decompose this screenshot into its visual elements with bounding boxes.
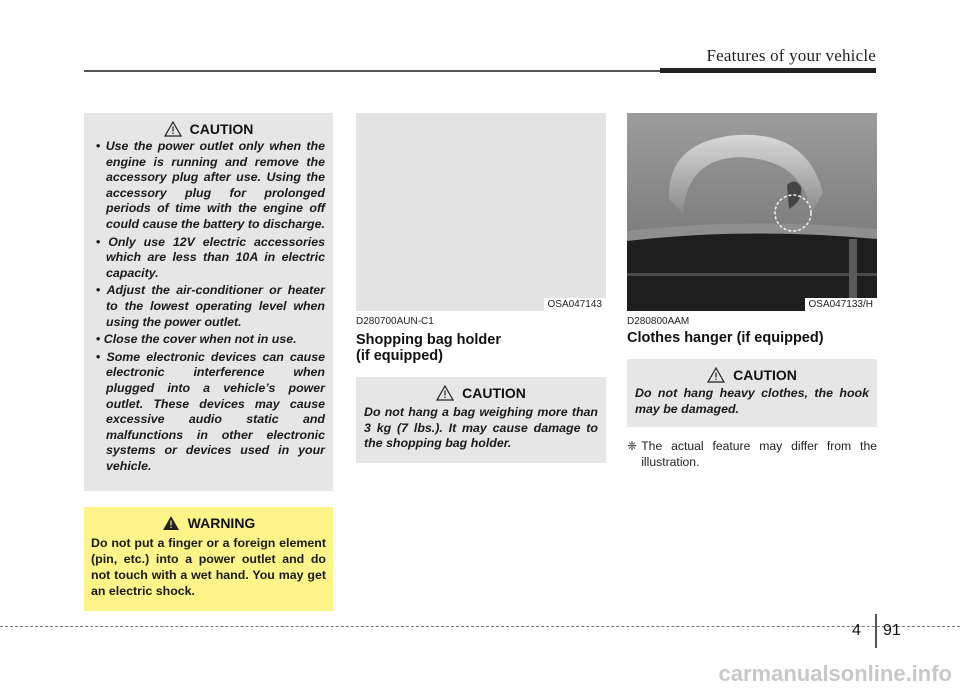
caution-list: [92, 139, 325, 474]
shopping-bag-caution-box: [356, 377, 606, 463]
caution-heading-label: CAUTION: [733, 367, 797, 383]
watermark: carmanualsonline.info: [718, 661, 952, 686]
warning-triangle-icon: [162, 515, 180, 531]
illustration-note: [627, 439, 877, 470]
page-number: 91: [883, 622, 901, 639]
image-code: OSA047143: [544, 298, 607, 311]
caution-item: • Use the power outlet only when the engine is running and remove the accessory plug after use. Using the accessory plug for prolonged periods of time with the engine off could cause the battery to discharge.: [92, 139, 325, 233]
page-header-title: Features of your vehicle: [706, 46, 876, 65]
section-title: Clothes hanger (if equipped): [627, 330, 824, 346]
clothes-hanger-caution-box: [627, 359, 877, 427]
caution-text: Do not hang heavy clothes, the hook may be damaged.: [635, 386, 869, 416]
caution-heading: [635, 367, 869, 383]
note-text: The actual feature may differ from the illustration.: [641, 439, 877, 469]
section-title: [356, 332, 606, 364]
section-code: D280800AAM: [627, 316, 690, 327]
footer-divider: [875, 614, 877, 648]
header-rule-accent: [660, 68, 876, 73]
caution-item: • Adjust the air-conditioner or heater to the lowest operating level when using the power outlet.: [92, 283, 325, 330]
caution-item: • Only use 12V electric accessories which are less than 10A in electric capacity.: [92, 235, 325, 282]
caution-triangle-icon: [436, 385, 454, 401]
caution-triangle-icon: [164, 121, 182, 137]
caution-triangle-icon: [707, 367, 725, 383]
caution-heading-label: CAUTION: [189, 121, 254, 137]
shopping-bag-holder-image: [356, 113, 606, 311]
section-title-line: Shopping bag holder: [356, 332, 501, 348]
clothes-hanger-image: [627, 113, 877, 311]
image-code: OSA047133/H: [805, 298, 878, 311]
caution-heading: [364, 385, 598, 401]
caution-heading: [92, 121, 325, 137]
caution-heading-label: CAUTION: [462, 385, 526, 401]
warning-box: [84, 507, 333, 611]
clothes-hanger-illustration: [627, 113, 877, 311]
warning-heading-label: WARNING: [187, 515, 256, 531]
warning-heading: [91, 515, 326, 531]
section-title-line: (if equipped): [356, 348, 443, 364]
caution-text: Do not hang a bag weighing more than 3 kg (7 lbs.). It may cause damage to the shopping bag holder.: [364, 405, 598, 451]
footer-rule: [0, 626, 960, 627]
section-code: D280700AUN-C1: [356, 316, 434, 327]
caution-item: • Some electronic devices can cause electronic interference when plugged into a vehicle’s power outlet. These devices may cause excessive audio static and malfunctions in other electronic systems or devices used in your vehicle.: [92, 350, 325, 475]
power-outlet-caution-box: [84, 113, 333, 491]
warning-text: Do not put a finger or a foreign element (pin, etc.) into a power outlet and do not touch with a wet hand. You may get an electric shock.: [91, 536, 326, 598]
chapter-number: 4: [852, 622, 861, 639]
caution-item: • Close the cover when not in use.: [92, 332, 325, 348]
note-symbol: ❈: [627, 439, 638, 453]
